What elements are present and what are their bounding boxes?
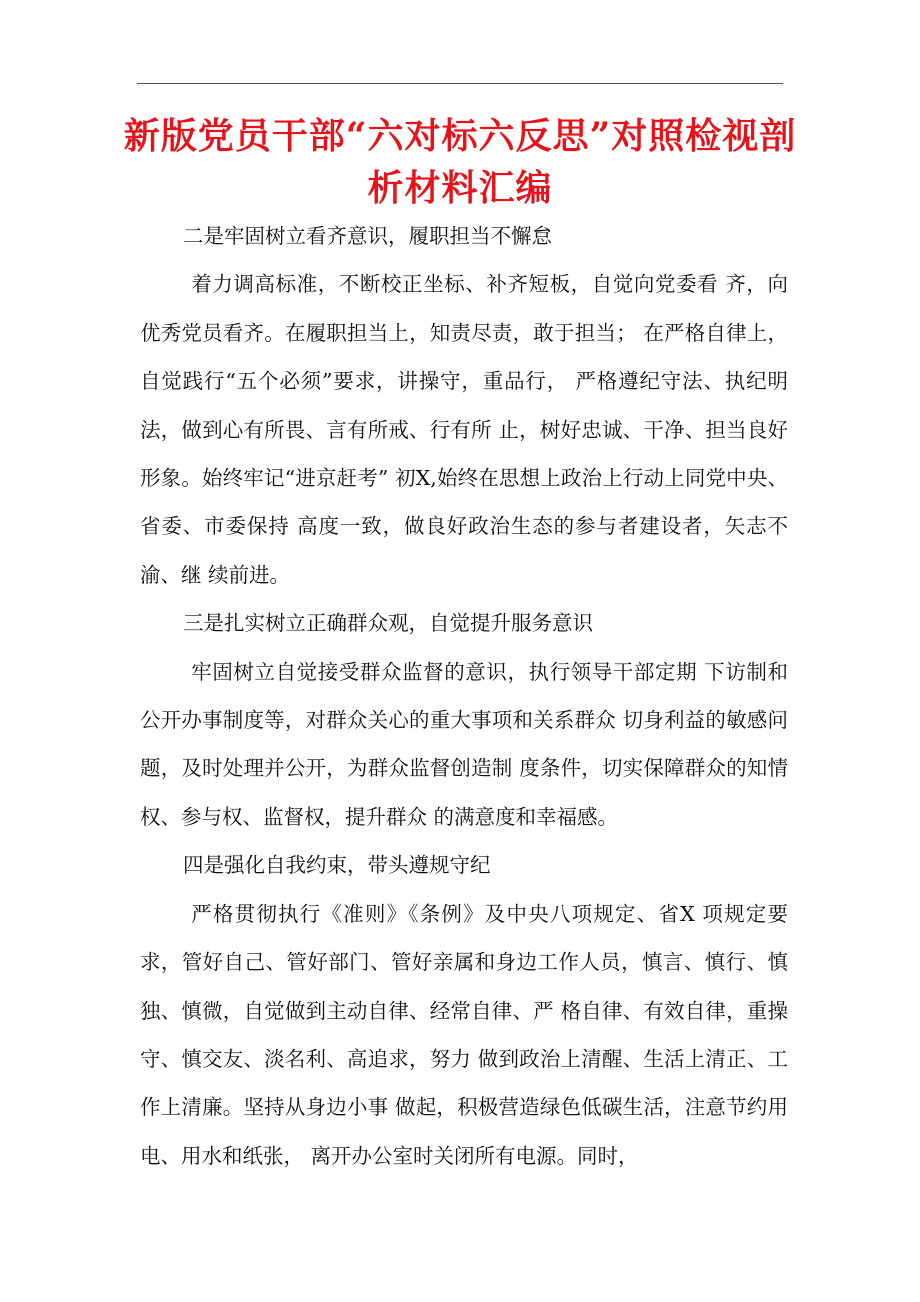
document-body	[140, 212, 788, 1180]
header-rule	[137, 83, 783, 84]
section-heading-4: 四是强化自我约束，带头遵规守纪	[183, 853, 491, 878]
section-paragraph-2: 着力调高标准，不断校正坐标、补齐短板，自觉向党委看 齐，向优秀党员看齐。在履职担当上，知责尽责，敢于担当； 在严格自律上，自觉践行“五个必须”要求，讲操守，重品行， 严格遵纪守法、执纪明法，做到心有所畏、言有所戒、行有所 止，树好忠诚、干净、担当良好形象。始终牢记“进京赶考” 初X,始终在思想上政治上行动上同党中央、省委、市委保持 高度一致，做良好政治生态的参与者建设者，矢志不渝、继 续前进。	[140, 272, 788, 587]
section-paragraph-4: 严格贯彻执行《准则》《条例》及中央八项规定、省X 项规定要求，管好自己、管好部门、管好亲属和身边工作人员，慎言、慎行、慎独、慎微，自觉做到主动自律、经常自律、严 格自律、有效自律，重操守、慎交友、淡名利、高追求，努力 做到政治上清醒、生活上清正、工作上清廉。坚持从身边小事 做起，积极营造绿色低碳生活，注意节约用电、用水和纸张， 离开办公室时关闭所有电源。同时，	[140, 901, 788, 1168]
section-heading-2: 二是牢固树立看齐意识，履职担当不懈怠	[183, 224, 553, 248]
section-heading-3: 三是扎实树立正确群众观，自觉提升服务意识	[183, 611, 594, 636]
document-title: 新版党员干部“六对标六反思”对照检视剖析材料汇编	[123, 115, 797, 209]
section-paragraph-3: 牢固树立自觉接受群众监督的意识，执行领导干部定期 下访制和公开办事制度等，对群众关心的重大事项和关系群众 切身利益的敏感问题，及时处理并公开，为群众监督创造制 度条件，切实保障群众的知情权、参与权、监督权，提升群众 的满意度和幸福感。	[140, 659, 788, 829]
